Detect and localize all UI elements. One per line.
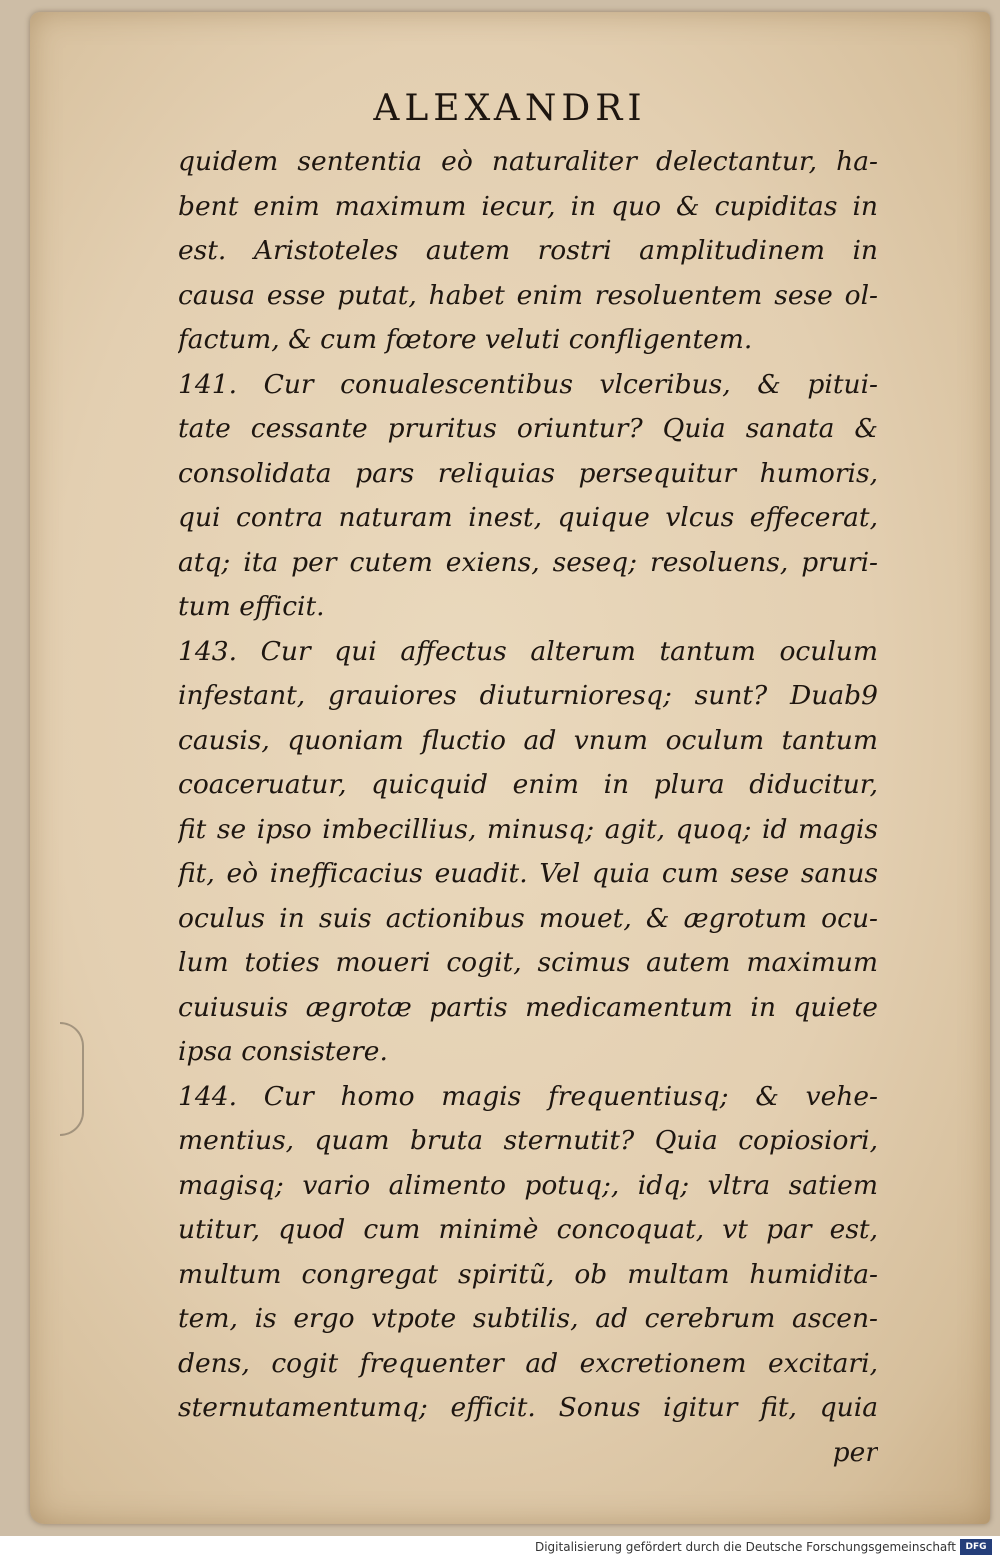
text-line: 141. Cur conualescentibus vlceribus, & pitui- (178, 368, 878, 400)
text-line: 143. Cur qui affectus alterum tantum oculum (178, 635, 878, 667)
text-line: 144. Cur homo magis frequentiusq; & vehe- (178, 1080, 878, 1112)
text-line: est. Aristoteles autem rostri amplitudinem in (178, 235, 878, 266)
text-line: cuiusuis ægrotæ partis medicamentum in quiete (178, 991, 878, 1023)
text-line: quidem sententia eò naturaliter delectantur, ha- (178, 146, 878, 177)
text-line: oculus in suis actionibus mouet, & ægrotum ocu- (178, 902, 878, 934)
text-line: bent enim maximum iecur, in quo & cupiditas in (178, 190, 878, 222)
text-line: tum efficit. (178, 591, 325, 622)
text-line: qui contra naturam inest, quique vlcus effecerat, (178, 502, 878, 533)
text-line: sternutamentumq; efficit. Sonus igitur fit, quia (178, 1392, 878, 1423)
digitization-credit: Digitalisierung gefördert durch die Deutsche Forschungsgemeinschaft (534, 1540, 956, 1554)
text-line: mentius, quam bruta sternutit? Quia copiosiori, (178, 1125, 878, 1156)
page-body-text (178, 140, 878, 1475)
text-line: infestant, grauiores diuturnioresq; sunt? Duab9 (178, 680, 878, 711)
text-line: coaceruatur, quicquid enim in plura diducitur, (178, 769, 878, 800)
binding-clip-shadow (60, 1022, 84, 1136)
text-line: utitur, quod cum minimè concoquat, vt par est, (178, 1214, 878, 1245)
text-line: magisq; vario alimento potuq;, idq; vltra satiem (178, 1169, 878, 1201)
text-line: causis, quoniam fluctio ad vnum oculum tantum (178, 724, 878, 756)
running-head: ALEXANDRI (373, 88, 647, 129)
text-line: ipsa consistere. (178, 1036, 388, 1067)
text-line: causa esse putat, habet enim resoluentem sese ol- (178, 279, 878, 311)
text-line: fit, eò inefficacius euadit. Vel quia cum sese sanus (178, 858, 878, 889)
text-line: tem, is ergo vtpote subtilis, ad cerebrum ascen- (178, 1303, 878, 1334)
text-line: multum congregat spiritũ, ob multam humidita- (178, 1258, 878, 1290)
text-line: dens, cogit frequenter ad excretionem excitari, (178, 1347, 878, 1379)
text-line: consolidata pars reliquias persequitur humoris, (178, 457, 878, 489)
text-line: per (832, 1436, 878, 1468)
text-line: atq; ita per cutem exiens, seseq; resoluens, pruri- (178, 546, 878, 578)
text-line: tate cessante pruritus oriuntur? Quia sanata & (178, 413, 878, 444)
dfg-logo-icon: DFG (960, 1539, 992, 1555)
text-line: fit se ipso imbecillius, minusq; agit, quoq; id magis (178, 813, 878, 845)
text-line: factum, & cum fœtore veluti confligentem. (178, 324, 753, 355)
text-line: lum toties moueri cogit, scimus autem maximum (178, 947, 878, 978)
